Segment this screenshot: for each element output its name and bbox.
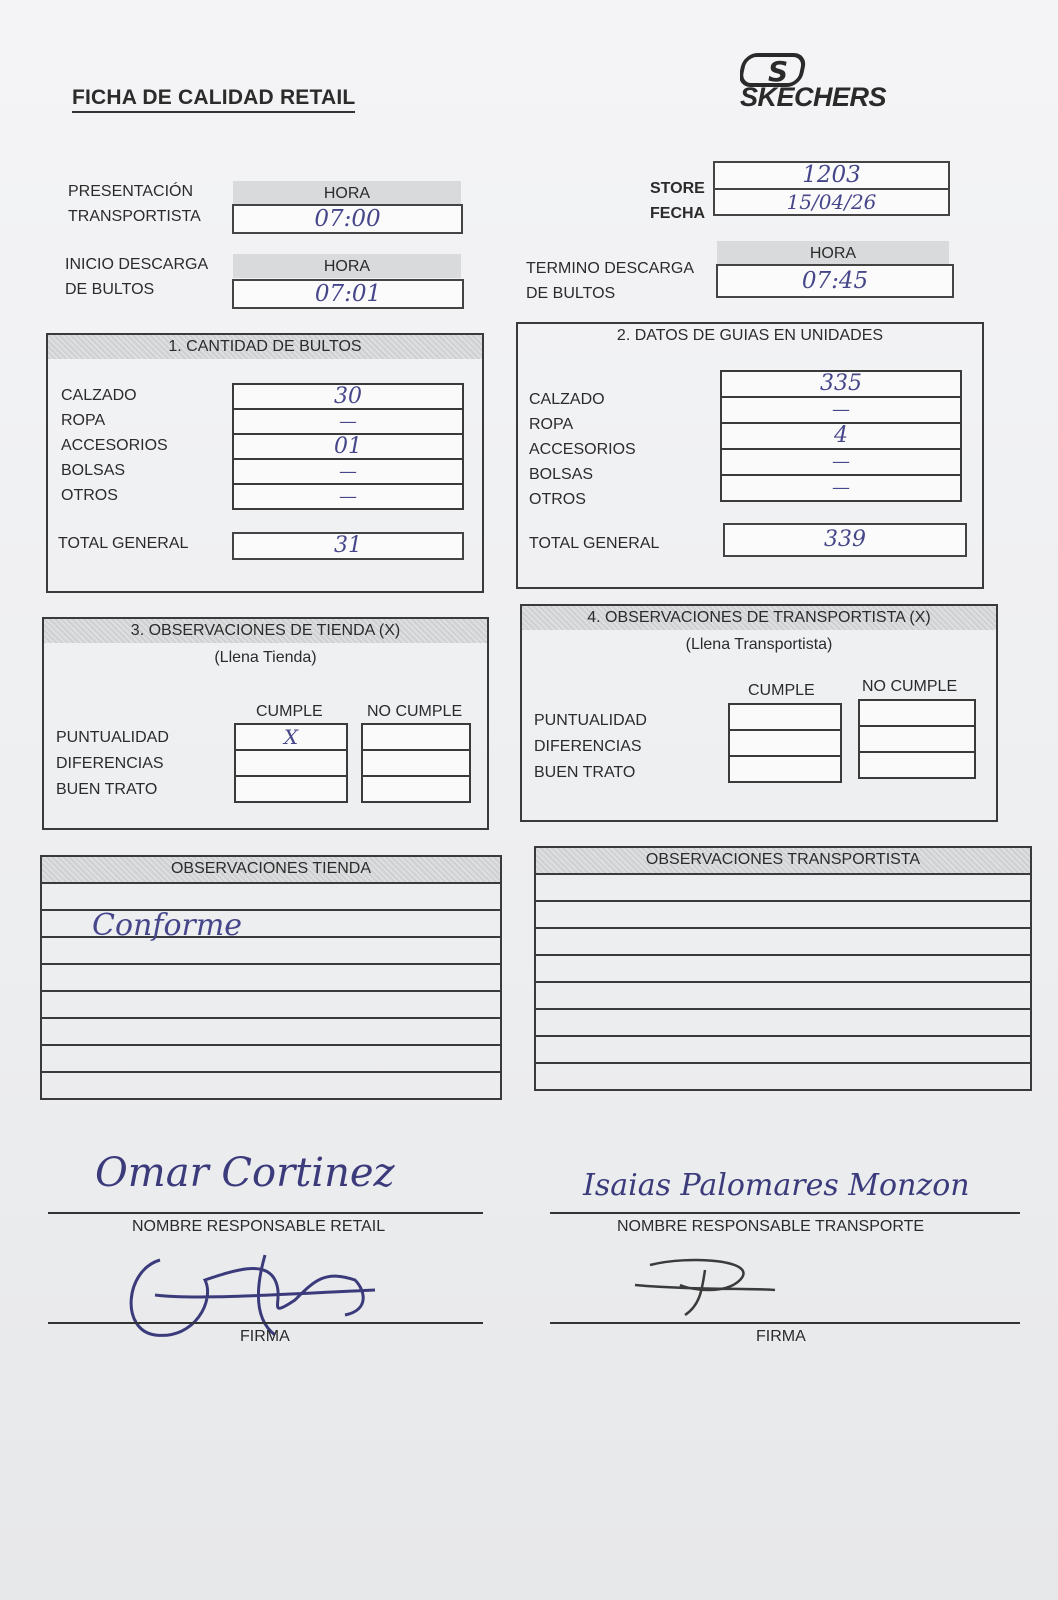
obs-tienda-check-section [42, 617, 489, 830]
inicio-descarga-hora-field[interactable]: 07:01 [232, 279, 464, 309]
observaciones-transportista-text[interactable] [536, 875, 1030, 902]
cantidad-otros-field[interactable]: — [339, 486, 357, 507]
transporte-signature-scribble [630, 1250, 780, 1320]
cantidad-total-label: TOTAL GENERAL [58, 535, 189, 552]
store-fecha-box [713, 161, 950, 216]
cantidad-bultos-grid [232, 383, 464, 510]
transporte-firma-label: FIRMA [756, 1328, 806, 1345]
skechers-logo [740, 52, 940, 112]
transporte-name-handwritten: Isaias Palomares Monzon [583, 1168, 970, 1203]
tienda-diferencias-cumple-checkbox[interactable] [236, 751, 346, 777]
obs-tienda-cumple-column [234, 723, 348, 803]
presentacion-label: PRESENTACIÓN TRANSPORTISTA [68, 183, 201, 225]
transportista-diferencias-cumple-checkbox[interactable] [730, 731, 840, 757]
retail-firma-label: FIRMA [240, 1328, 290, 1345]
guias-total-field[interactable]: 339 [723, 523, 967, 557]
termino-descarga-hora-label: HORA [717, 241, 949, 265]
obs-transportista-cumple-column [728, 703, 842, 783]
obs-tienda-cumple-header: CUMPLE [256, 703, 323, 720]
retail-name-handwritten: Omar Cortinez [95, 1150, 395, 1196]
guias-bolsas-field[interactable]: — [722, 450, 960, 476]
cantidad-bultos-labels: CALZADO ROPA ACCESORIOS BOLSAS OTROS [61, 387, 168, 504]
obs-transportista-check-title: 4. OBSERVACIONES DE TRANSPORTISTA (X) [522, 606, 996, 630]
datos-guias-grid [720, 370, 962, 502]
fecha-label: FECHA [650, 205, 706, 222]
obs-tienda-row-labels: PUNTUALIDAD DIFERENCIAS BUEN TRATO [56, 729, 169, 798]
observaciones-transportista-box [534, 846, 1032, 1091]
obs-tienda-check-title: 3. OBSERVACIONES DE TIENDA (X) [44, 619, 487, 643]
transportista-diferencias-no-cumple-checkbox[interactable] [860, 727, 974, 753]
tienda-diferencias-no-cumple-checkbox[interactable] [363, 751, 469, 777]
obs-tienda-no-cumple-column [361, 723, 471, 803]
datos-guias-title: 2. DATOS DE GUIAS EN UNIDADES [616, 327, 884, 344]
obs-tienda-check-subtitle: (Llena Tienda) [214, 649, 317, 666]
datos-guias-labels: CALZADO ROPA ACCESORIOS BOLSAS OTROS [529, 391, 636, 508]
guias-otros-field[interactable]: — [832, 477, 850, 498]
fecha-field[interactable]: 15/04/26 [786, 190, 877, 214]
observaciones-tienda-title: OBSERVACIONES TIENDA [42, 857, 500, 884]
guias-calzado-field[interactable]: 335 [722, 372, 960, 398]
cantidad-bultos-section [46, 333, 484, 593]
store-label: STORE [650, 180, 705, 197]
tienda-puntualidad-cumple-checkbox[interactable]: X [236, 725, 346, 751]
inicio-descarga-label: INICIO DESCARGA DE BULTOS [65, 256, 209, 298]
cantidad-accesorios-field[interactable]: 01 [234, 435, 462, 460]
guias-accesorios-field[interactable]: 4 [722, 424, 960, 450]
cantidad-total-field[interactable]: 31 [232, 532, 464, 560]
transportista-puntualidad-cumple-checkbox[interactable] [730, 705, 840, 731]
inicio-descarga-hora-label: HORA [233, 254, 461, 278]
datos-guias-section [516, 322, 984, 589]
obs-transportista-no-cumple-column [858, 699, 976, 779]
tienda-puntualidad-no-cumple-checkbox[interactable] [363, 725, 469, 751]
transportista-puntualidad-no-cumple-checkbox[interactable] [860, 701, 974, 727]
observaciones-transportista-title: OBSERVACIONES TRANSPORTISTA [536, 848, 1030, 875]
presentacion-hora-label: HORA [233, 181, 461, 205]
cantidad-bultos-title: 1. CANTIDAD DE BULTOS [48, 335, 482, 359]
presentacion-hora-field[interactable]: 07:00 [232, 204, 463, 234]
obs-transportista-check-section [520, 604, 998, 822]
transporte-name-label: NOMBRE RESPONSABLE TRANSPORTE [617, 1218, 925, 1235]
tienda-buen-trato-no-cumple-checkbox[interactable] [363, 777, 469, 801]
termino-descarga-hora-field[interactable]: 07:45 [716, 264, 954, 298]
cantidad-bolsas-field[interactable]: — [234, 460, 462, 485]
termino-descarga-label: TERMINO DESCARGA DE BULTOS [526, 260, 695, 302]
store-field[interactable]: 1203 [715, 163, 948, 190]
page-title: FICHA DE CALIDAD RETAIL [72, 86, 355, 113]
brand-name: SKECHERS [740, 82, 887, 112]
obs-transportista-row-labels: PUNTUALIDAD DIFERENCIAS BUEN TRATO [534, 712, 647, 781]
observaciones-tienda-text[interactable]: Conforme [42, 911, 500, 938]
cantidad-ropa-field[interactable]: — [234, 410, 462, 435]
tienda-buen-trato-cumple-checkbox[interactable] [236, 777, 346, 801]
obs-tienda-no-cumple-header: NO CUMPLE [367, 703, 463, 720]
obs-transportista-no-cumple-header: NO CUMPLE [862, 678, 958, 695]
transportista-buen-trato-no-cumple-checkbox[interactable] [860, 753, 974, 777]
guias-ropa-field[interactable]: — [722, 398, 960, 424]
guias-total-label: TOTAL GENERAL [529, 535, 660, 552]
retail-name-label: NOMBRE RESPONSABLE RETAIL [132, 1218, 386, 1235]
transportista-buen-trato-cumple-checkbox[interactable] [730, 757, 840, 781]
obs-transportista-cumple-header: CUMPLE [748, 682, 815, 699]
obs-transportista-check-subtitle: (Llena Transportista) [685, 636, 833, 653]
cantidad-calzado-field[interactable]: 30 [234, 385, 462, 410]
svg-text:S: S [768, 55, 789, 88]
observaciones-tienda-box [40, 855, 502, 1100]
